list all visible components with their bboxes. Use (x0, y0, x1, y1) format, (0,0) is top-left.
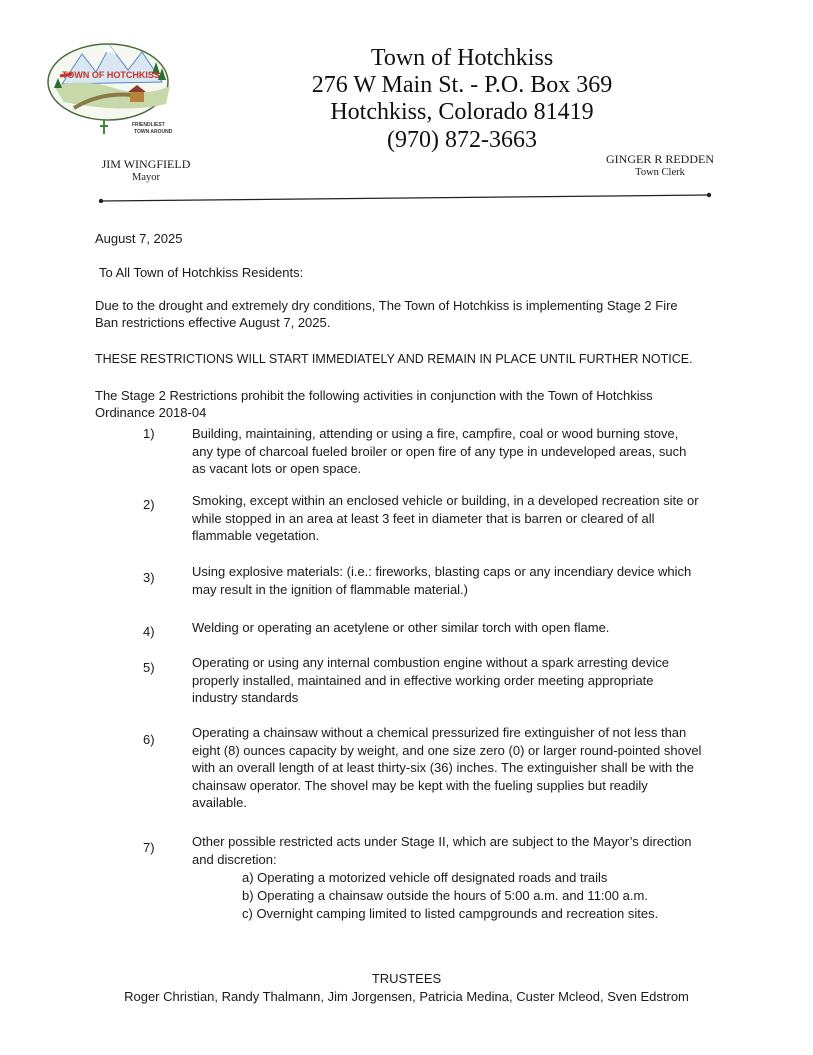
mayor-name: JIM WINGFIELD (101, 157, 191, 171)
intro-paragraph (95, 297, 678, 331)
item-7-number: 7) (143, 840, 155, 855)
clerk-name: GINGER R REDDEN (606, 152, 714, 166)
lead-line-2: Ordinance 2018-04 (95, 405, 207, 420)
logo-tagline-2: TOWN AROUND (134, 129, 173, 135)
sub-item-b: b) Operating a chainsaw outside the hours of 5:00 a.m. and 11:00 a.m. (242, 888, 648, 903)
salutation: To All Town of Hotchkiss Residents: (99, 265, 304, 280)
item-6-line: eight (8) ounces capacity by weight, and one size zero (0) or larger round-pointed shovel (192, 742, 702, 758)
item-5-number: 5) (143, 660, 155, 675)
item-7-text (192, 833, 730, 868)
sub-item-a: a) Operating a motorized vehicle off designated roads and trails (242, 870, 608, 885)
logo-arc-text: TOWN OF HOTCHKISS (62, 70, 160, 80)
intro-line-1: Due to the drought and extremely dry conditions, The Town of Hotchkiss is implementing Stage 2 Fire (95, 298, 678, 313)
item-1-number: 1) (143, 426, 155, 441)
notice-line: THESE RESTRICTIONS WILL START IMMEDIATELY AND REMAIN IN PLACE UNTIL FURTHER NOTICE. (95, 352, 693, 366)
item-6-line: with an overall length of at least thirty-six (36) inches. The extinguisher shall be with the (192, 760, 694, 775)
item-4-line: Welding or operating an acetylene or other similar torch with open flame. (192, 620, 610, 635)
mayor-block (84, 157, 208, 185)
town-title: Town of Hotchkiss (370, 45, 554, 71)
item-7-line: and discretion: (192, 851, 277, 867)
lead-paragraph (95, 387, 653, 421)
item-6-text (192, 724, 730, 812)
item-6-line: chainsaw operator. The shovel may be kept with the fueling supplies but readily (192, 777, 648, 793)
item-3-text (192, 563, 730, 598)
clerk-block (598, 152, 722, 180)
item-2-number: 2) (143, 497, 155, 512)
item-7-line: Other possible restricted acts under Stage II, which are subject to the Mayor’s direction (192, 834, 692, 849)
clerk-title: Town Clerk (635, 167, 685, 178)
item-6-number: 6) (143, 732, 155, 747)
item-1-line: as vacant lots or open space. (192, 461, 362, 476)
header-divider (98, 190, 712, 202)
item-2-line: flammable vegetation. (192, 528, 320, 543)
item-1-line: any type of charcoal fueled broiler or open fire of any type in undeveloped areas, such (192, 443, 687, 459)
item-5-text (192, 654, 730, 707)
item-3-line: Using explosive materials: (i.e.: fireworks, blasting caps or any incendiary device which (192, 564, 692, 579)
item-4-number: 4) (143, 624, 155, 639)
item-6-line: available. (192, 795, 247, 810)
logo-tagline-1: FRIENDLIEST (132, 122, 165, 128)
item-2-line: Smoking, except within an enclosed vehicle or building, in a developed recreation site or (192, 493, 699, 508)
mayor-title: Mayor (132, 172, 160, 183)
item-4-text (192, 619, 730, 637)
town-phone: (970) 872-3663 (387, 127, 537, 153)
item-2-line: while stopped in an area at least 3 feet in diameter that is barren or cleared of all (192, 510, 655, 526)
item-6-line: Operating a chainsaw without a chemical pressurized fire extinguisher of not less than (192, 725, 687, 740)
trustees-names: Roger Christian, Randy Thalmann, Jim Jorgensen, Patricia Medina, Custer Mcleod, Sven Edstrom (124, 989, 689, 1004)
item-5-line: Operating or using any internal combustion engine without a spark arresting device (192, 655, 669, 670)
item-5-line: properly installed, maintained and in effective working order meeting appropriate (192, 672, 654, 688)
letter-date: August 7, 2025 (95, 231, 183, 246)
item-3-number: 3) (143, 570, 155, 585)
item-2-text (192, 492, 730, 545)
lead-line-1: The Stage 2 Restrictions prohibit the following activities in conjunction with the Town of Hotchkiss (95, 388, 653, 403)
item-3-line: may result in the ignition of flammable material.) (192, 581, 469, 597)
town-city: Hotchkiss, Colorado 81419 (330, 99, 594, 125)
item-5-line: industry standards (192, 690, 299, 705)
town-logo (44, 38, 176, 136)
town-address: 276 W Main St. - P.O. Box 369 (311, 72, 613, 98)
intro-line-2: Ban restrictions effective August 7, 2025. (95, 315, 331, 330)
sub-item-c: c) Overnight camping limited to listed campgrounds and recreation sites. (242, 906, 659, 921)
trustees-heading: TRUSTEES (371, 971, 442, 986)
item-1-text (192, 425, 730, 478)
item-1-line: Building, maintaining, attending or using a fire, campfire, coal or wood burning stove, (192, 426, 679, 441)
